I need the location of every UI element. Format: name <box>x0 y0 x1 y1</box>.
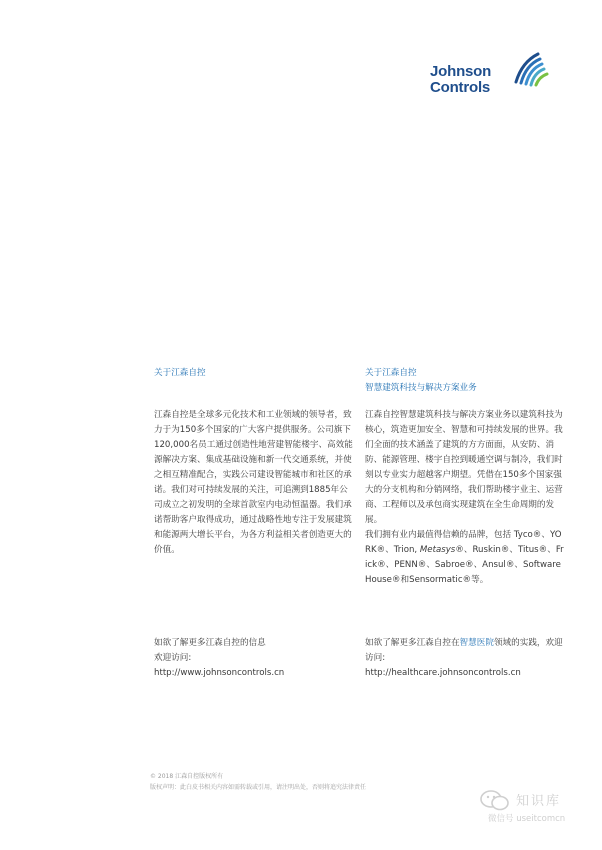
wechat-icon <box>480 790 510 812</box>
right-body-2 <box>365 528 565 588</box>
left-column <box>154 366 354 381</box>
right-body-2a: 我们拥有业内最值得信赖的品牌，包括 Tyco®、YORK®、Trion, <box>365 530 562 555</box>
right-contact-b: 领域的实践，欢迎访问: <box>365 638 563 663</box>
left-url-link[interactable]: http://www.johnsoncontrols.cn <box>154 668 285 678</box>
johnson-controls-swirl-icon <box>512 48 550 88</box>
right-contact <box>365 636 565 681</box>
copyright: © 2018 江森自控版权所有 <box>150 773 224 780</box>
left-contact <box>154 636 354 681</box>
logo-line-1: Johnson <box>430 63 492 80</box>
watermark <box>478 790 596 828</box>
johnson-controls-logo <box>430 48 552 104</box>
right-heading-1: 关于江森自控 <box>365 368 417 378</box>
right-heading-2: 智慧建筑科技与解决方案业务 <box>365 383 477 393</box>
left-body: 江森自控是全球多元化技术和工业领域的领导者，致力于为150多个国家的广大客户提供服务。公司旗下120,000名员工通过创造性地营建智能楼宇、高效能源解决方案、集成基础设施和新一代交通系统，并使之相互精准配合，实践公司建设智能城市和社区的承诺。我们对可持续发展的关注，可追溯到1885年公司成立之初发明的全球首款室内电动恒温器。我们承诺帮助客户取得成功，通过战略性地专注于发展建筑和能源两大增长平台，为各方利益相关者创造更大的价值。 <box>154 410 353 555</box>
right-body-1: 江森自控智慧建筑科技与解决方案业务以建筑科技为核心，筑造更加安全、智慧和可持续发展的世界。我们全面的技术涵盖了建筑的方方面面，从安防、消防、能源管理、楼宇自控到暖通空调与制冷，我们时刻以专业实力超越客户期望。凭借在150多个国家强大的分支机构和分销网络，我们帮助楼宇业主、运营商、工程师以及承包商实现建筑在全生命周期的发展。 <box>365 410 563 525</box>
right-body-2-italic: Metasys <box>419 545 456 555</box>
right-column <box>365 366 565 396</box>
left-body-block <box>154 408 354 558</box>
right-body-block <box>365 408 565 588</box>
right-body-2b: ®、Ruskin®、Titus®、Frick®、PENN®、Sabroe®、Ansul®、Software House®和Sensormatic®等。 <box>365 545 564 585</box>
watermark-name: 知识库 <box>516 794 562 809</box>
copyright-notice: 版权声明：此白皮书相关内容如需转载或引用，请注明出处，否则将追究法律责任 <box>150 784 367 791</box>
logo-wordmark <box>430 64 491 96</box>
left-contact-line1: 如欲了解更多江森自控的信息 <box>154 638 266 648</box>
left-contact-line2: 欢迎访问: <box>154 653 192 663</box>
right-contact-text <box>365 636 565 666</box>
right-contact-a: 如欲了解更多江森自控在 <box>365 638 460 648</box>
right-contact-highlight: 智慧医院 <box>459 638 494 648</box>
left-heading: 关于江森自控 <box>154 368 206 378</box>
logo-line-2: Controls <box>430 79 491 96</box>
right-url-link[interactable]: http://healthcare.johnsoncontrols.cn <box>365 668 521 678</box>
watermark-sub: 微信号 useitcomcn <box>488 814 566 824</box>
footer <box>150 771 366 793</box>
